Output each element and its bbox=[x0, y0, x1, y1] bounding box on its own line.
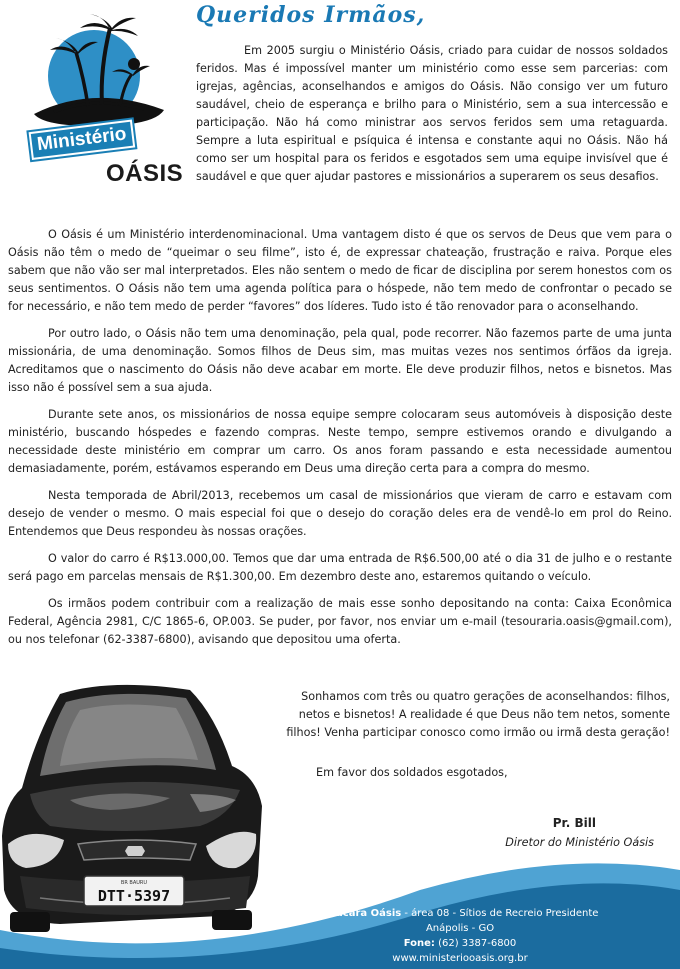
paragraph-interdenominational: O Oásis é um Ministério interdenominacional. Uma vantagem disto é que os servos de Deus que vem para o Oásis não têm o medo de “queimar o seu filme”, isto é, de expressar chateação, frustração e raiva. Porque eles sabem que não vão ser mal interpretados. Eles não sentem o medo de ficar de disciplina por serem honestos com os seus sentimentos. O Oásis não tem uma agenda política para o hóspede, não tem medo de confrontar o pecado se for necessário, e não tem medo de perder “favores” dos líderes. Tudo isto é tão renovador para o aconselhando. bbox=[8, 228, 672, 313]
signature-name: Pr. Bill bbox=[552, 816, 596, 830]
footer-place-name: Chácara Oásis bbox=[321, 908, 402, 919]
signature-role: Diretor do Ministério Oásis bbox=[505, 836, 654, 849]
letter-body bbox=[8, 226, 672, 658]
plate-city: BR BAURU bbox=[120, 880, 148, 886]
letter-greeting: Queridos Irmãos, bbox=[196, 2, 426, 28]
paragraph-bank-account: Os irmãos podem contribuir com a realização de mais esse sonho depositando na conta: Caixa Econômica Federal, Agência 2981, C/C 1865-6, OP.003. Se puder, por favor, nos enviar um e-mail (tesouraria.oasis@gmail.com), ou nos telefonar (62-3387-6800), avisando que depositou uma oferta. bbox=[8, 597, 672, 646]
footer-phone-number: (62) 3387-6800 bbox=[434, 938, 517, 949]
logo-ministerio-text: Ministério bbox=[29, 120, 135, 160]
paragraph-car-price: O valor do carro é R$13.000,00. Temos que dar uma entrada de R$6.500,00 até o dia 31 de julho e o restante será pago em parcelas mensais de R$1.300,00. Em dezembro deste ano, estaremos quitando o veículo. bbox=[8, 552, 672, 583]
paragraph-no-denomination: Por outro lado, o Oásis não tem uma denominação, pela qual, pode recorrer. Não fazemos parte de uma junta missionária, de uma denominação. Somos filhos de Deus sim, mas muitas vezes nos sentimos órfãos da igreja. Acreditamos que o nascimento do Oásis não deve acabar em morte. Ele deve produzir filhos, netos e bisnetos. Mas isso não é possível sem a sua ajuda. bbox=[8, 327, 672, 394]
car-illustration bbox=[0, 676, 270, 938]
logo-oasis-text: OÁSIS bbox=[106, 160, 184, 187]
bowtie-emblem-icon bbox=[125, 846, 145, 856]
footer-place-detail: - área 08 - Sítios de Recreio Presidente bbox=[401, 908, 599, 919]
footer-phone-label: Fone: bbox=[403, 938, 435, 949]
closing-paragraph: Sonhamos com três ou quatro gerações de aconselhandos: filhos, netos e bisnetos! A realidade é que Deus não tem netos, somente filhos! Venha participar conosco como irmão ou irmã desta geração! bbox=[286, 690, 670, 739]
footer-address bbox=[310, 906, 610, 921]
paragraph-seven-years: Durante sete anos, os missionários de nossa equipe sempre colocaram seus automóveis à disposição deste ministério, buscando hóspedes e fazendo compras. Neste tempo, sempre estivemos orando e divulgando a necessidade deste ministério em comprar um carro. Os anos foram passando e esta necessidade aumentou demasiadamente, porém, estávamos esperando em Deus uma direção certa para a compra do mesmo. bbox=[8, 408, 672, 475]
footer-contact bbox=[310, 906, 610, 966]
footer-phone bbox=[310, 936, 610, 951]
intro-paragraph: Em 2005 surgiu o Ministério Oásis, criado para cuidar de nossos soldados feridos. Mas é impossível manter um ministério como esse sem parcerias: com igrejas, agências, aconselhandos e amigos do Oásis. Não consigo ver um futuro saudável, cheio de esperança e brilho para o Ministério, sem a sua intercessão e participação. Não há como ministrar aos servos feridos sem uma retaguarda. Sempre a luta espiritual e psíquica é intensa e constante aqui no Oásis. Não há como ser um hospital para os feridos e esgotados sem uma equipe invisível que é saudável e que quer ajudar pastores e missionários a superarem os seus desafios. bbox=[196, 44, 668, 183]
paragraph-april-2013: Nesta temporada de Abril/2013, recebemos um casal de missionários que vieram de carro e estavam com desejo de vender o mesmo. O mais especial foi que o desejo do coração deles era de vendê-lo em prol do Reino. Entendemos que Deus respondeu às nossas orações. bbox=[8, 489, 672, 538]
signoff: Em favor dos soldados esgotados, bbox=[316, 766, 508, 779]
ministerio-oasis-logo bbox=[14, 14, 184, 194]
plate-number: DTT·5397 bbox=[97, 887, 171, 905]
footer-city: Anápolis - GO bbox=[425, 923, 495, 934]
footer-website[interactable]: www.ministeriooasis.org.br bbox=[392, 953, 528, 964]
